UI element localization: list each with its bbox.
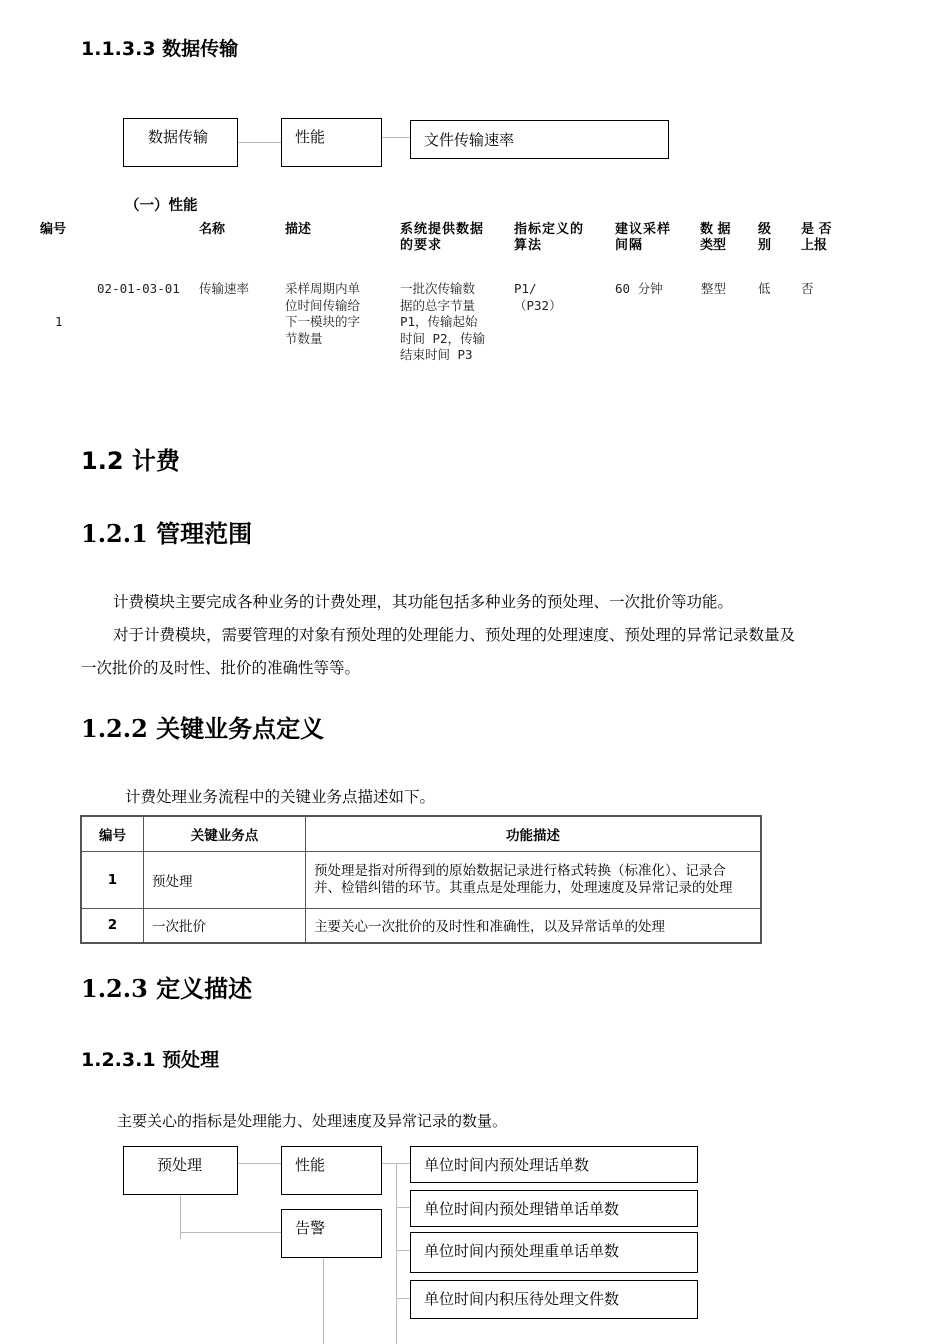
connector-line bbox=[180, 1232, 281, 1233]
performance-subtitle: （一）性能 bbox=[125, 198, 198, 214]
diagram-node-preprocess: 预处理 bbox=[123, 1146, 238, 1195]
table-cell-description: 预处理是指对所得到的原始数据记录进行格式转换（标准化）、记录合并、检错纠错的环节。其重点是处理能力，处理速度及异常记录的处理 bbox=[306, 852, 762, 909]
connector-line bbox=[323, 1257, 324, 1344]
diagram-leaf: 单位时间内积压待处理文件数 bbox=[410, 1280, 698, 1319]
keypoints-intro: 计费处理业务流程中的关键业务点描述如下。 bbox=[125, 788, 436, 806]
metric-level: 低 bbox=[758, 281, 771, 296]
col-header-report-line2: 上报 bbox=[801, 238, 828, 253]
metric-row-number: 1 bbox=[55, 314, 63, 329]
metric-requirement-line: P1，传输起始 bbox=[400, 314, 478, 329]
connector-line bbox=[396, 1250, 410, 1251]
section-heading-122: 1.2.2 关键业务点定义 bbox=[81, 714, 325, 743]
metric-name: 传输速率 bbox=[199, 281, 250, 296]
metric-description bbox=[285, 281, 360, 347]
col-header-requirement bbox=[400, 222, 484, 254]
scope-paragraph-2a: 对于计费模块，需要管理的对象有预处理的处理能力、预处理的处理速度、预处理的异常记录数量及 bbox=[113, 626, 796, 644]
metric-datatype: 整型 bbox=[701, 281, 727, 296]
col-header-interval bbox=[615, 222, 671, 254]
scope-paragraph-1: 计费模块主要完成各种业务的计费处理，其功能包括多种业务的预处理、一次批价等功能。 bbox=[113, 593, 734, 611]
diagram-node-leaf: 文件传输速率 bbox=[410, 120, 669, 159]
table-header-row bbox=[81, 816, 761, 852]
metric-requirement-line: 据的总字节量 bbox=[400, 297, 476, 313]
table-cell-name: 一次批价 bbox=[144, 909, 306, 943]
section-heading-123: 1.2.3 定义描述 bbox=[81, 974, 253, 1003]
metric-report: 否 bbox=[801, 281, 814, 296]
col-header-algorithm-line2: 算法 bbox=[514, 238, 543, 253]
col-header-desc: 描述 bbox=[285, 222, 312, 237]
table-cell-description: 主要关心一次批价的及时性和准确性，以及异常话单的处理 bbox=[306, 909, 762, 943]
metric-requirement-line: 时间 P2，传输 bbox=[400, 330, 486, 346]
table-cell-number: 2 bbox=[81, 909, 144, 943]
diagram-node-alarm: 告警 bbox=[281, 1209, 382, 1258]
table-header-cell: 关键业务点 bbox=[144, 816, 306, 852]
diagram-leaf: 单位时间内预处理重单话单数 bbox=[410, 1232, 698, 1273]
col-header-level-line2: 别 bbox=[758, 238, 772, 253]
connector-line bbox=[237, 1163, 281, 1164]
section-heading-12: 1.2 计费 bbox=[81, 447, 180, 475]
table-row bbox=[81, 909, 761, 943]
section-heading-1133: 1.1.3.3 数据传输 bbox=[81, 38, 239, 60]
metric-requirement bbox=[400, 281, 485, 364]
metric-algorithm bbox=[514, 281, 562, 314]
metric-requirement-line: 结束时间 P3 bbox=[400, 347, 473, 362]
section-heading-1231: 1.2.3.1 预处理 bbox=[81, 1049, 220, 1071]
metric-interval: 60 分钟 bbox=[615, 281, 663, 296]
col-header-datatype bbox=[700, 222, 731, 254]
diagram-leaf: 单位时间内预处理话单数 bbox=[410, 1146, 698, 1183]
col-header-report-line1: 是 否 bbox=[801, 222, 832, 237]
col-header-requirement-line2: 的要求 bbox=[400, 238, 443, 253]
connector-line bbox=[381, 137, 410, 138]
connector-line bbox=[396, 1163, 397, 1344]
col-header-level bbox=[758, 222, 771, 254]
keypoints-table bbox=[80, 815, 762, 944]
scope-paragraph-2b: 一次批价的及时性、批价的准确性等等。 bbox=[81, 659, 361, 677]
col-header-datatype-line2: 类型 bbox=[700, 238, 727, 253]
col-header-algorithm-line1: 指标定义的 bbox=[514, 222, 585, 237]
table-cell-number: 1 bbox=[81, 852, 144, 909]
col-header-requirement-line1: 系统提供数据 bbox=[400, 222, 485, 237]
col-header-datatype-line1: 数 据 bbox=[700, 222, 731, 237]
metric-requirement-line: 一批次传输数 bbox=[400, 281, 476, 296]
connector-line bbox=[396, 1298, 410, 1299]
metric-algorithm-line: P1/ bbox=[514, 281, 537, 296]
metric-code: 02-01-03-01 bbox=[97, 281, 180, 296]
metric-description-line: 节数量 bbox=[285, 330, 323, 346]
col-header-report bbox=[801, 222, 832, 254]
diagram-node-performance: 性能 bbox=[281, 1146, 382, 1195]
diagram-node-performance: 性能 bbox=[281, 118, 382, 167]
table-header-cell: 编号 bbox=[81, 816, 144, 852]
col-header-level-line1: 级 bbox=[758, 222, 772, 237]
section-heading-121: 1.2.1 管理范围 bbox=[81, 519, 253, 548]
col-header-interval-line1: 建议采样 bbox=[615, 222, 672, 237]
metric-description-line: 位时间传输给 bbox=[285, 297, 361, 313]
connector-line bbox=[381, 1163, 410, 1164]
col-header-name: 名称 bbox=[199, 222, 226, 237]
metric-algorithm-line: （P32） bbox=[514, 297, 562, 313]
table-header-cell: 功能描述 bbox=[306, 816, 762, 852]
col-header-interval-line2: 间隔 bbox=[615, 238, 644, 253]
connector-line bbox=[396, 1207, 410, 1208]
metric-description-line: 采样周期内单 bbox=[285, 281, 361, 296]
table-row bbox=[81, 852, 761, 909]
diagram-node-root: 数据传输 bbox=[123, 118, 238, 167]
metric-description-line: 下一模块的字 bbox=[285, 314, 361, 329]
col-header-id: 编号 bbox=[40, 222, 67, 237]
diagram-leaf: 单位时间内预处理错单话单数 bbox=[410, 1190, 698, 1227]
connector-line bbox=[237, 142, 281, 143]
preprocess-intro: 主要关心的指标是处理能力、处理速度及异常记录的数量。 bbox=[117, 1112, 508, 1130]
col-header-algorithm bbox=[514, 222, 584, 254]
table-cell-name: 预处理 bbox=[144, 852, 306, 909]
